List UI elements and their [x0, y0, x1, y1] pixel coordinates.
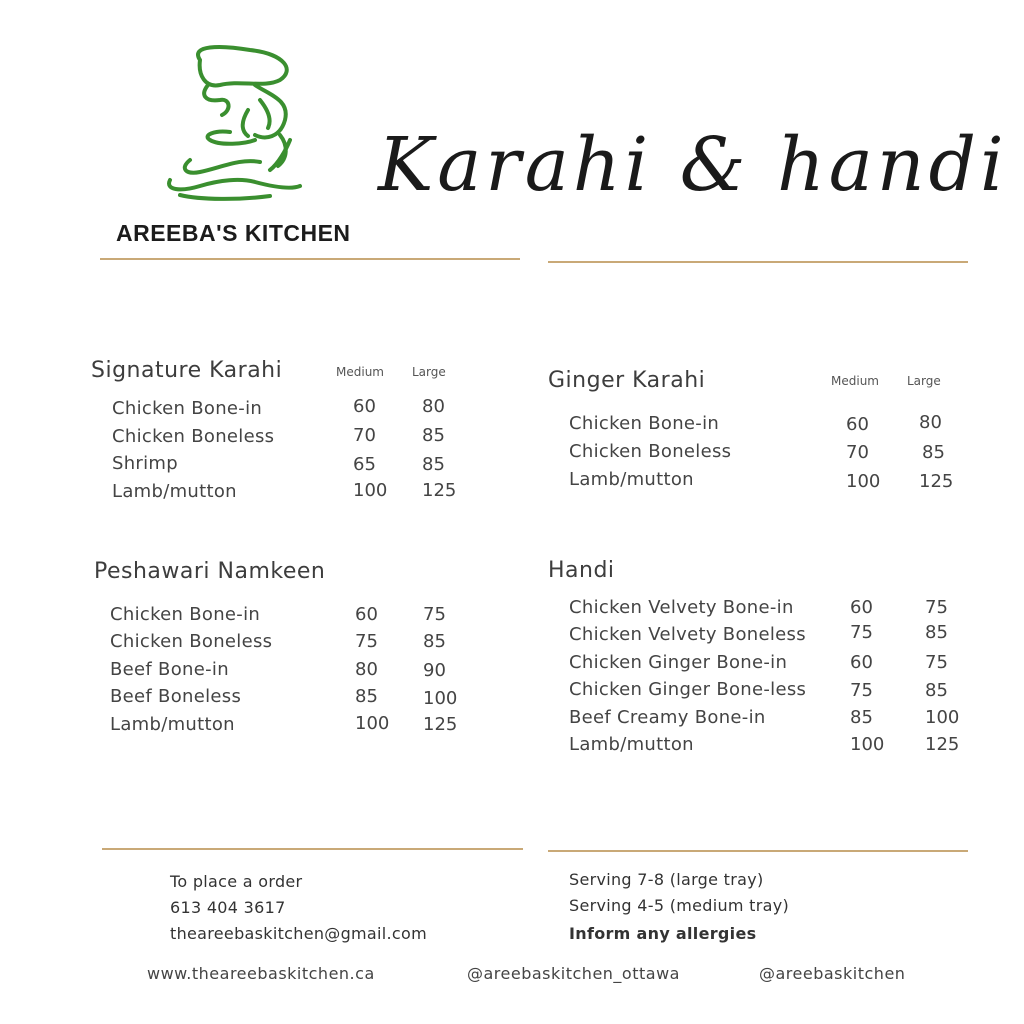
price-large: 125: [423, 714, 458, 735]
menu-item-name: Chicken Boneless: [110, 631, 273, 652]
section-title-signature-karahi: Signature Karahi: [91, 358, 283, 383]
menu-item-name: Lamb/mutton: [569, 734, 694, 755]
price-large: 90: [423, 660, 446, 681]
col-head-medium: Medium: [831, 374, 879, 388]
price-medium: 60: [850, 652, 873, 673]
script-title: [372, 108, 1008, 228]
order-phone[interactable]: 613 404 3617: [170, 898, 286, 917]
price-medium: 85: [850, 707, 873, 728]
chef-woman-logo-icon: [160, 40, 310, 210]
section-title-peshawari-namkeen: Peshawari Namkeen: [94, 559, 326, 584]
price-large: 100: [423, 688, 458, 709]
divider-bottom-right: [548, 850, 968, 852]
brand-name: AREEBA'S KITCHEN: [116, 220, 351, 246]
divider-top-right: [548, 261, 968, 263]
section-title-handi: Handi: [548, 558, 615, 583]
col-head-large: Large: [412, 365, 446, 379]
price-medium: 100: [846, 471, 881, 492]
menu-item-name: Lamb/mutton: [569, 469, 694, 490]
price-medium: 60: [353, 396, 376, 417]
price-medium: 60: [355, 604, 378, 625]
social-handle[interactable]: @areebaskitchen: [759, 964, 906, 983]
menu-item-name: Shrimp: [112, 453, 178, 474]
price-large: 85: [422, 454, 445, 475]
price-large: 85: [922, 442, 945, 463]
allergies-note: Inform any allergies: [569, 924, 757, 943]
serving-medium: Serving 4-5 (medium tray): [569, 896, 790, 915]
price-large: 75: [423, 604, 446, 625]
price-medium: 100: [355, 713, 390, 734]
order-email[interactable]: theareebaskitchen@gmail.com: [170, 924, 427, 943]
price-large: 80: [919, 412, 942, 433]
price-medium: 75: [850, 622, 873, 643]
menu-item-name: Beef Creamy Bone-in: [569, 707, 766, 728]
menu-item-name: Chicken Bone-in: [569, 413, 720, 434]
menu-item-name: Chicken Boneless: [112, 426, 275, 447]
price-medium: 60: [846, 414, 869, 435]
price-medium: 70: [846, 442, 869, 463]
price-medium: 85: [355, 686, 378, 707]
menu-item-name: Lamb/mutton: [112, 481, 237, 502]
price-medium: 75: [355, 631, 378, 652]
divider-top-left: [100, 258, 520, 260]
menu-item-name: Lamb/mutton: [110, 714, 235, 735]
menu-item-name: Chicken Velvety Bone-in: [569, 597, 794, 618]
price-large: 125: [925, 734, 960, 755]
menu-item-name: Chicken Bone-in: [112, 398, 263, 419]
menu-item-name: Chicken Ginger Bone-less: [569, 679, 807, 700]
price-medium: 60: [850, 597, 873, 618]
serving-info: [569, 867, 789, 947]
serving-large: Serving 7-8 (large tray): [569, 870, 764, 889]
price-large: 100: [925, 707, 960, 728]
price-medium: 65: [353, 454, 376, 475]
price-large: 80: [422, 396, 445, 417]
menu-item-name: Chicken Bone-in: [110, 604, 261, 625]
col-head-medium: Medium: [336, 365, 384, 379]
menu-item-name: Chicken Velvety Boneless: [569, 624, 806, 645]
menu-item-name: Beef Bone-in: [110, 659, 229, 680]
price-medium: 70: [353, 425, 376, 446]
website-link[interactable]: www.theareebaskitchen.ca: [147, 964, 375, 983]
divider-bottom-left: [102, 848, 523, 850]
price-medium: 100: [850, 734, 885, 755]
price-medium: 80: [355, 659, 378, 680]
price-large: 85: [925, 622, 948, 643]
menu-item-name: Beef Boneless: [110, 686, 242, 707]
order-heading: To place a order: [170, 872, 303, 891]
menu-item-name: Chicken Ginger Bone-in: [569, 652, 788, 673]
price-large: 85: [925, 680, 948, 701]
menu-item-name: Chicken Boneless: [569, 441, 732, 462]
price-large: 85: [422, 425, 445, 446]
title-text: Karahi & handi: [378, 122, 1008, 208]
instagram-link[interactable]: @areebaskitchen_ottawa: [467, 964, 680, 983]
price-large: 125: [422, 480, 457, 501]
price-large: 75: [925, 597, 948, 618]
price-medium: 100: [353, 480, 388, 501]
price-large: 85: [423, 631, 446, 652]
section-title-ginger-karahi: Ginger Karahi: [548, 368, 706, 393]
price-large: 75: [925, 652, 948, 673]
price-large: 125: [919, 471, 954, 492]
order-info: [170, 869, 427, 947]
col-head-large: Large: [907, 374, 941, 388]
price-medium: 75: [850, 680, 873, 701]
